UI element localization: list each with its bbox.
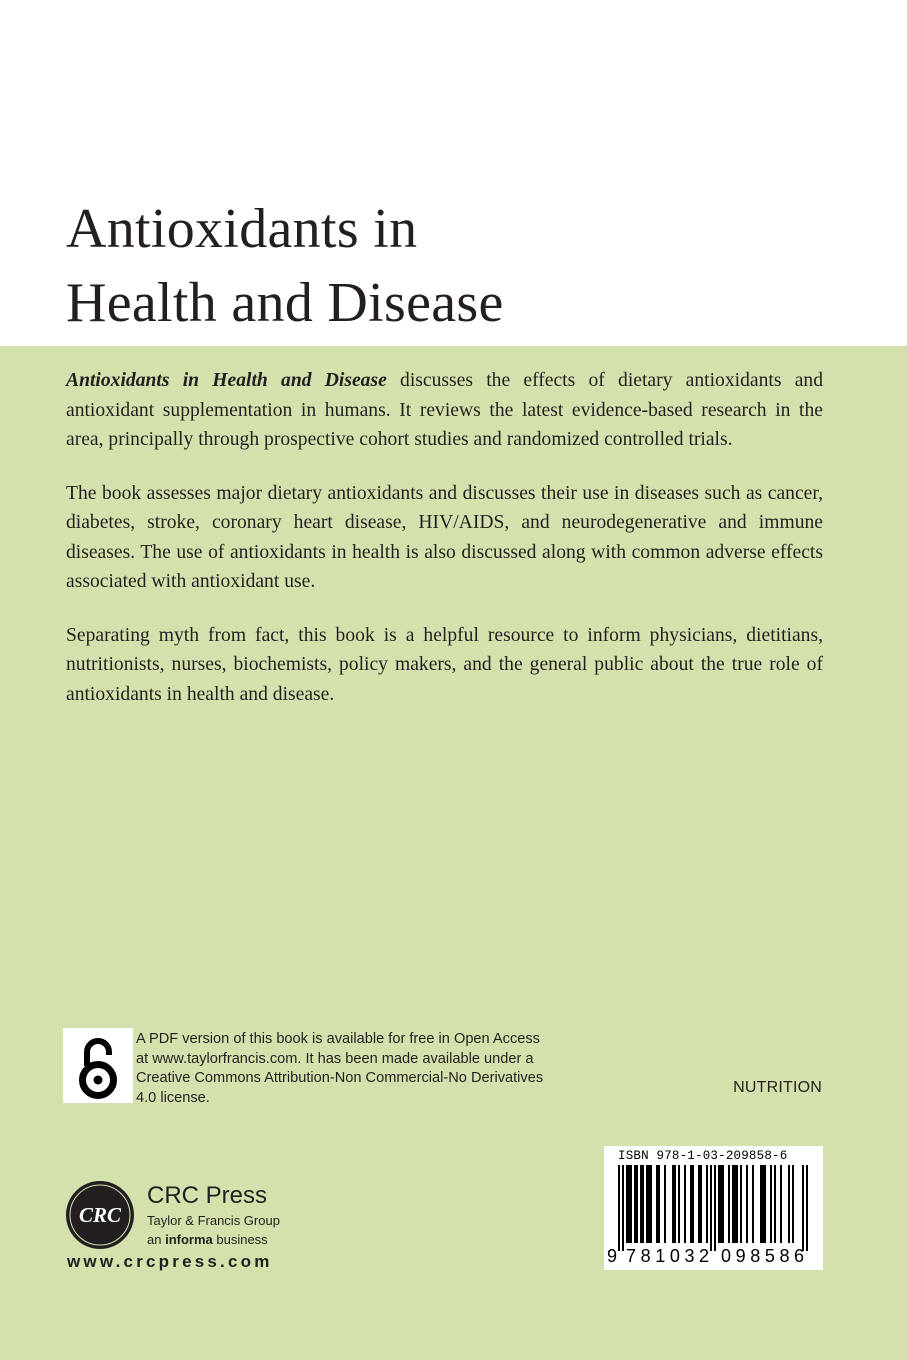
isbn-right-digits: 098586: [721, 1246, 809, 1266]
publisher-block: [147, 1182, 280, 1248]
barcode-bar: [774, 1165, 776, 1243]
barcode-bar: [642, 1165, 644, 1243]
open-access-icon: [63, 1028, 133, 1103]
book-description: [66, 366, 823, 733]
description-title-ref: Antioxidants in Health and Disease: [66, 370, 387, 391]
description-paragraph-3: Separating myth from fact, this book is a helpful resource to inform physicians, dietitians, nutritionists, nurses, biochemists, policy makers, and the general public about the true role of antioxidants in health and disease.: [66, 624, 823, 705]
publisher-name: CRC Press: [147, 1182, 268, 1209]
crc-logo-text: CRC: [78, 1203, 122, 1227]
barcode-bar: [722, 1165, 724, 1243]
barcode-bar: [618, 1165, 620, 1251]
isbn-left-digits: 781032: [626, 1246, 714, 1266]
tagline-brand: informa: [165, 1232, 213, 1247]
barcode-bar: [650, 1165, 652, 1243]
barcode-bar: [752, 1165, 754, 1243]
barcode-bar: [636, 1165, 638, 1243]
barcode-bar: [728, 1165, 730, 1243]
isbn-lead-digit: 9: [607, 1246, 618, 1266]
barcode-bar: [770, 1165, 772, 1243]
barcode-bar: [700, 1165, 702, 1243]
barcode-bar: [684, 1165, 686, 1243]
barcode-bar: [764, 1165, 766, 1243]
barcode-bar: [634, 1165, 636, 1243]
barcode-bar: [736, 1165, 738, 1243]
barcode-bar: [630, 1165, 632, 1243]
barcode-bar: [802, 1165, 804, 1251]
barcode-bar: [648, 1165, 650, 1243]
barcode-bar: [720, 1165, 722, 1243]
barcode-bar: [788, 1165, 790, 1243]
barcode-bar: [706, 1165, 708, 1243]
barcode-bar: [806, 1165, 808, 1251]
barcode-bar: [622, 1165, 624, 1251]
title-area: [0, 0, 907, 346]
barcode-bar: [714, 1165, 716, 1251]
barcode-bar: [678, 1165, 680, 1243]
barcode-bar: [792, 1165, 794, 1243]
tagline-prefix: an: [147, 1232, 166, 1247]
publisher-website: www.crcpress.com: [67, 1252, 273, 1271]
barcode-bar: [692, 1165, 694, 1243]
subject-category: NUTRITION: [733, 1079, 822, 1096]
barcode-bar: [746, 1165, 748, 1243]
barcode-bar: [734, 1165, 736, 1243]
publisher-tagline: [147, 1231, 280, 1248]
tagline-suffix: business: [212, 1232, 268, 1247]
barcode-bar: [640, 1165, 642, 1243]
barcode-bar: [674, 1165, 676, 1243]
barcode-bar: [656, 1165, 658, 1243]
barcode-bar: [732, 1165, 734, 1243]
publisher-group: Taylor & Francis Group: [147, 1213, 280, 1228]
book-title-line-1: Antioxidants in: [66, 198, 418, 260]
barcode-bar: [760, 1165, 762, 1243]
barcode-bar: [664, 1165, 666, 1243]
crc-press-logo: [65, 1180, 135, 1250]
description-paragraph-1-text: discusses the effects of dietary antioxidants and antioxidant supplementation in humans. It reviews the latest evidence-based research in the area, principally through prospective cohort studies and randomized controlled trials.: [66, 370, 823, 450]
barcode-bar: [690, 1165, 692, 1243]
barcode-bar: [718, 1165, 720, 1243]
isbn-barcode: [604, 1146, 823, 1270]
barcode-bar: [780, 1165, 782, 1243]
barcode-bar: [710, 1165, 712, 1251]
barcode-bar: [762, 1165, 764, 1243]
description-paragraph-2: The book assesses major dietary antioxidants and discusses their use in diseases such as cancer, diabetes, stroke, coronary heart disease, HIV/AIDS, and neurodegenerative and immune diseases. The use of antioxidants in health is also discussed along with common adverse effects associated with antioxidant use.: [66, 482, 823, 592]
isbn-label: ISBN 978-1-03-209858-6: [618, 1149, 788, 1163]
barcode-bar: [658, 1165, 660, 1243]
barcode-bar: [626, 1165, 628, 1243]
open-access-notice: A PDF version of this book is available for free in Open Access at www.taylorfrancis.com. It has been made available under a Creative Commons Attribution-Non Commercial-No Derivatives 4.0 license.: [136, 1031, 544, 1106]
barcode-bar: [740, 1165, 742, 1243]
open-access-badge: [63, 1028, 133, 1103]
back-cover-panel: [0, 346, 907, 1360]
barcode-bar: [628, 1165, 630, 1243]
barcode-bar: [672, 1165, 674, 1243]
book-title-line-2: Health and Disease: [66, 272, 504, 334]
barcode-bar: [698, 1165, 700, 1243]
barcode-bar: [646, 1165, 648, 1243]
book-title: [66, 192, 504, 340]
description-paragraph-1: [66, 366, 823, 455]
barcode-bars: [604, 1165, 823, 1251]
